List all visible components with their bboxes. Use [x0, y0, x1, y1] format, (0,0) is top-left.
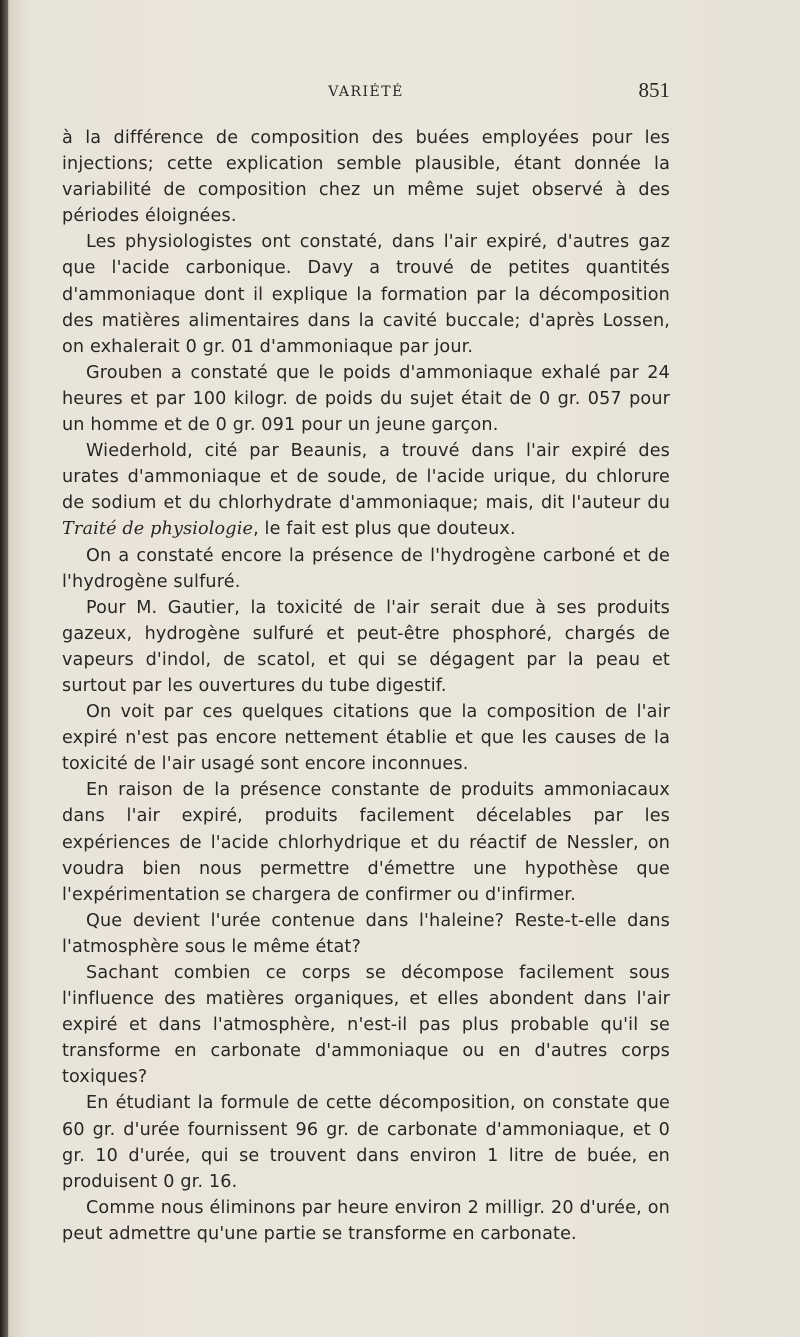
paragraph [62, 438, 670, 542]
paragraph: On a constaté encore la présence de l'hydrogène carboné et de l'hydrogène sulfuré. [62, 545, 670, 592]
book-title-italic: Traité de physiologie [62, 519, 254, 540]
paragraph-text: , le fait est plus que douteux. [253, 519, 516, 540]
paragraph: Grouben a constaté que le poids d'ammoniaque exhalé par 24 heures et par 100 kilogr. de poids du sujet était de 0 gr. 057 pour un homme et de 0 gr. 091 pour un jeune garçon. [62, 362, 670, 436]
paragraph: En raison de la présence constante de produits ammoniacaux dans l'air expiré, produits facilement décelables par les expériences de l'acide chlorhydrique et du réactif de Nessler, on voudra bien nous permettre d'émettre une hypothèse que l'expérimentation se chargera de confirmer ou d'infirmer. [62, 780, 670, 905]
paragraph: Comme nous éliminons par heure environ 2 milligr. 20 d'urée, on peut admettre qu'une partie se transforme en carbonate. [62, 1197, 670, 1244]
paragraph: Sachant combien ce corps se décompose facilement sous l'influence des matières organiques, et elles abondent dans l'air expiré et dans l'atmosphère, n'est-il pas plus probable qu'il se transforme en carbonate d'ammoniaque ou en d'autres corps toxiques? [62, 963, 670, 1088]
paragraph: Que devient l'urée contenue dans l'haleine? Reste-t-elle dans l'atmosphère sous le même état? [62, 910, 670, 957]
paragraph: à la différence de composition des buées employées pour les injections; cette explication semble plausible, étant donnée la variabilité de composition chez un même sujet observé à des périodes éloignées. [62, 128, 670, 227]
paragraph: Les physiologistes ont constaté, dans l'air expiré, d'autres gaz que l'acide carbonique. Davy a trouvé de petites quantités d'ammoniaque dont il explique la formation par la décomposition des matières alimentaires dans la cavité buccale; d'après Lossen, on exhalerait 0 gr. 01 d'ammoniaque par jour. [62, 232, 670, 357]
paragraph: On voit par ces quelques citations que la composition de l'air expiré n'est pas encore nettement établie et que les causes de la toxicité de l'air usagé sont encore inconnues. [62, 702, 670, 775]
paragraph: En étudiant la formule de cette décomposition, on constate que 60 gr. d'urée fournissent 96 gr. de carbonate d'ammoniaque, et 0 gr. 10 d'urée, qui se trouvent dans environ 1 litre de buée, en produisent 0 gr. 16. [62, 1093, 670, 1192]
body-text [62, 125, 670, 1247]
binding-gutter [0, 0, 8, 1337]
paragraph: Pour M. Gautier, la toxicité de l'air serait due à ses produits gazeux, hydrogène sulfuré et peut-être phosphoré, chargés de vapeurs d'indol, de scatol, et qui se dégagent par la peau et surtout par les ouvertures du tube digestif. [62, 597, 670, 696]
paragraph-text: Wiederhold, cité par Beaunis, a trouvé dans l'air expiré des urates d'ammoniaque et de soude, de l'acide urique, du chlorure de sodium et du chlorhydrate d'ammoniaque; mais, dit l'auteur du [62, 441, 670, 514]
page-number: 851 [638, 78, 670, 102]
running-title: VARIÉTÉ [328, 84, 404, 100]
page-header [62, 78, 670, 108]
